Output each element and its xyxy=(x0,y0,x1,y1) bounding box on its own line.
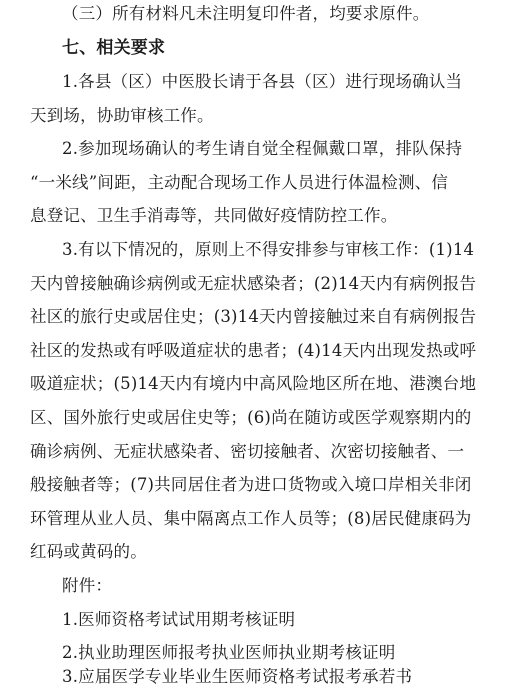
attachment-item-3: 3.应届医学专业毕业生医师资格考试报考承若书 xyxy=(62,667,413,686)
text-line: 社区的发热或有呼吸道症状的患者；(4)14天内出现发热或呼 xyxy=(30,341,477,360)
section-heading-requirements: 七、相关要求 xyxy=(62,38,166,58)
text-line: 1.各县（区）中医股长请于各县（区）进行现场确认当 xyxy=(62,72,463,91)
attachment-item-1: 1.医师资格考试试用期考核证明 xyxy=(62,610,296,629)
attachments-label: 附件： xyxy=(62,576,113,595)
text-line: “一米线”间距，主动配合现场工作人员进行体温检测、信 xyxy=(30,173,449,192)
text-line: 3.有以下情况的，原则上不得安排参与审核工作：(1)14 xyxy=(62,240,475,259)
text-line: 环管理从业人员、集中隔离点工作人员等；(8)居民健康码为 xyxy=(30,509,472,528)
text-line: 天到场，协助审核工作。 xyxy=(30,106,214,125)
text-line: 确诊病例、无症状感染者、密切接触者、次密切接触者、一 xyxy=(30,442,465,461)
text-line: 区、国外旅行史或居住史等；(6)尚在随访或医学观察期内的 xyxy=(30,408,472,427)
text-line: 吸道症状；(5)14天内有境内中高风险地区所在地、港澳台地 xyxy=(30,374,477,393)
text-line: 天内曾接触确诊病例或无症状感染者；(2)14天内有病例报告 xyxy=(30,274,477,293)
text-line: 般接触者等；(7)共同居住者为进口货物或入境口岸相关非闭 xyxy=(30,475,472,494)
text-line: 2.参加现场确认的考生请自觉全程佩戴口罩，排队保持 xyxy=(62,139,463,158)
text-line: 息登记、卫生手消毒等，共同做好疫情防控工作。 xyxy=(30,206,398,225)
text-line: 红码或黄码的。 xyxy=(30,542,147,561)
text-line: 社区的旅行史或居住史；(3)14天内曾接触过来自有病例报告 xyxy=(30,307,477,326)
attachment-item-2: 2.执业助理医师报考执业医师执业期考核证明 xyxy=(62,643,396,662)
text-line-materials-original: （三）所有材料凡未注明复印件者，均要求原件。 xyxy=(62,4,430,23)
